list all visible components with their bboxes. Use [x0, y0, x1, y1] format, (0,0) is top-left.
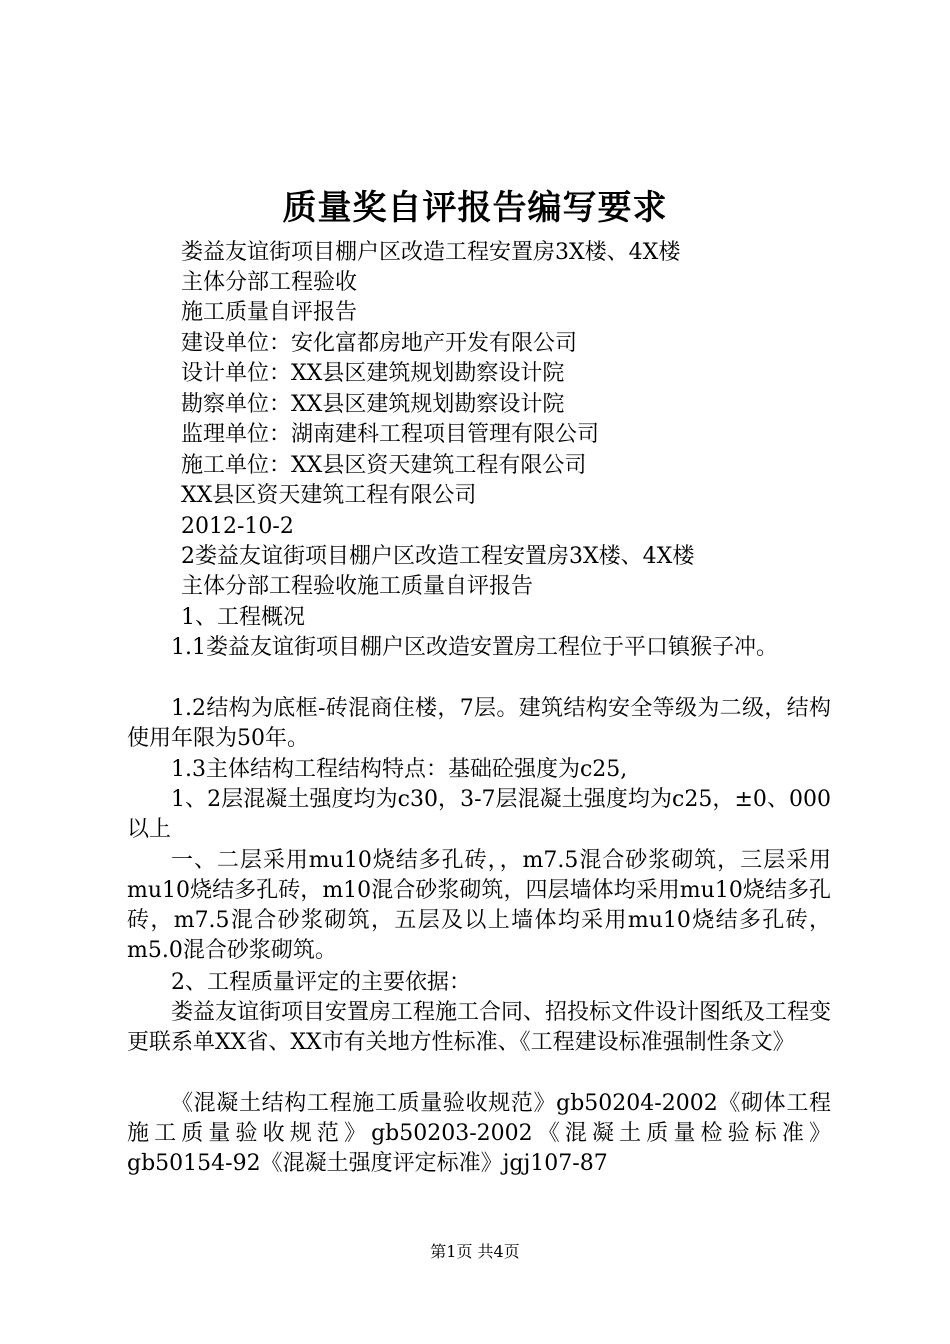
project-name-line-2: 2娄益友谊街项目棚户区改造工程安置房3X楼、4X楼: [181, 544, 695, 569]
contractor-unit-line: 施工单位：XX县区资天建筑工程有限公司: [181, 453, 587, 478]
report-title-line: 主体分部工程验收施工质量自评报告: [181, 574, 534, 599]
section-heading-basis: 2、工程质量评定的主要依据：: [171, 970, 471, 995]
section-heading-overview: 1、工程概况: [181, 605, 305, 630]
design-unit-line: 设计单位：XX县区建筑规划勘察设计院: [181, 361, 565, 386]
company-name-line: XX县区资天建筑工程有限公司: [181, 483, 477, 508]
document-title: 质量奖自评报告编写要求: [282, 188, 668, 228]
survey-unit-line: 勘察单位：XX县区建筑规划勘察设计院: [181, 392, 565, 417]
paragraph-standards: 《混凝土结构工程施工质量验收规范》gb50204-2002《砌体工程施工质量验收规范》gb50203-2002《混凝土质量检验标准》gb50154-92《混凝土强度评定标准》jgj107-87: [127, 1091, 831, 1176]
subtitle-line: 主体分部工程验收: [181, 270, 358, 295]
paragraph-1-1: 1.1娄益友谊街项目棚户区改造安置房工程位于平口镇猴子冲。: [171, 635, 778, 660]
project-name-line: 娄益友谊街项目棚户区改造工程安置房3X楼、4X楼: [181, 240, 681, 265]
page-footer: 第1页 共4页: [430, 1242, 520, 1261]
paragraph-basis-documents: 娄益友谊街项目安置房工程施工合同、招投标文件设计图纸及工程变更联系单XX省、XX市有关地方性标准、《工程建设标准强制性条文》: [127, 1000, 832, 1055]
paragraph-1-2: 1.2结构为底框-砖混商住楼，7层。建筑结构安全等级为二级，结构使用年限为50年。: [127, 696, 831, 751]
construction-unit-line: 建设单位：安化富都房地产开发有限公司: [181, 331, 578, 356]
report-type-line: 施工质量自评报告: [181, 300, 358, 325]
paragraph-concrete-strength: 1、2层混凝土强度均为c30，3-7层混凝土强度均为c25，±0、000以上: [127, 787, 831, 842]
paragraph-1-3: 1.3主体结构工程结构特点：基础砼强度为c25,: [171, 757, 628, 782]
paragraph-masonry: 一、二层采用mu10烧结多孔砖，，m7.5混合砂浆砌筑，三层采用mu10烧结多孔砖，m10混合砂浆砌筑，四层墙体均采用mu10烧结多孔砖，m7.5混合砂浆砌筑，五层及以上墙体均采用mu10烧结多孔砖，m5.0混合砂浆砌筑。: [127, 848, 831, 963]
supervision-unit-line: 监理单位：湖南建科工程项目管理有限公司: [181, 422, 600, 447]
date-line: 2012-10-2: [181, 514, 294, 539]
